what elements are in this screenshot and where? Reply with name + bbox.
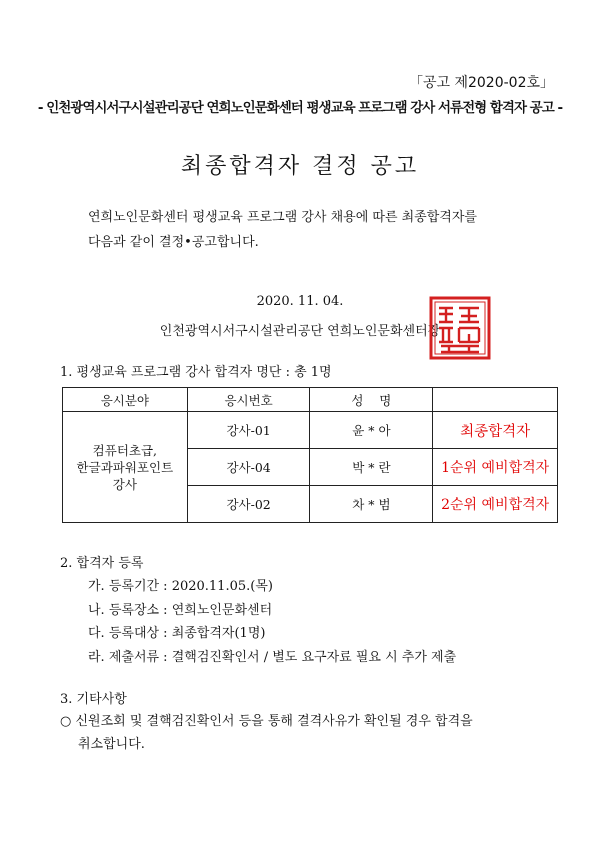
column-header-name: 성 명 — [310, 388, 433, 412]
notice-number: 「공고 제2020-02호」 — [408, 75, 554, 91]
page-title: 최종합격자 결정 공고 — [180, 154, 420, 179]
intro-line-2: 다음과 같이 결정•공고합니다. — [88, 235, 259, 250]
field-line-1: 컴퓨터초급, — [92, 442, 158, 458]
column-header-number: 응시번호 — [187, 388, 310, 412]
registration-list — [88, 575, 456, 669]
field-line-3: 강사 — [112, 476, 137, 492]
subtitle: - 인천광역시서구시설관리공단 연희노인문화센터 평생교육 프로그램 강사 서류전형 합격자 공고 - — [37, 100, 563, 116]
applicant-result-table — [62, 387, 558, 523]
applicant-number: 강사-01 — [187, 412, 310, 449]
issuer-org: 인천광역시서구시설관리공단 연희노인문화센터장 — [159, 324, 441, 339]
application-field-cell — [63, 412, 188, 523]
table-row — [63, 412, 558, 449]
section-3-title: 3. 기타사항 — [60, 692, 127, 707]
applicant-number: 강사-02 — [187, 486, 310, 523]
field-line-2: 한글과파워포인트 — [76, 459, 174, 475]
applicant-name: 윤 * 아 — [310, 412, 433, 449]
list-item: 나. 등록장소 : 연희노인문화센터 — [88, 602, 273, 618]
applicant-name: 차 * 범 — [310, 486, 433, 523]
issue-date: 2020. 11. 04. — [256, 294, 344, 309]
section-1-title: 1. 평생교육 프로그램 강사 합격자 명단 : 총 1명 — [60, 365, 332, 380]
list-item: 라. 제출서류 : 결핵검진확인서 / 별도 요구자료 필요 시 추가 제출 — [88, 649, 457, 665]
column-header-status — [433, 388, 558, 412]
applicant-name: 박 * 란 — [310, 449, 433, 486]
notes-line-1: ○ 신원조회 및 결핵검진확인서 등을 통해 결격사유가 확인될 경우 합격을 — [60, 714, 473, 729]
official-seal-icon — [429, 296, 491, 360]
intro-line-1: 연희노인문화센터 평생교육 프로그램 강사 채용에 따른 최종합격자를 — [88, 210, 477, 225]
list-item: 가. 등록기간 : 2020.11.05.(목) — [88, 579, 273, 594]
other-notes — [60, 710, 550, 756]
intro-paragraph — [88, 205, 548, 255]
list-item: 다. 등록대상 : 최종합격자(1명) — [88, 626, 266, 641]
result-status: 1순위 예비합격자 — [433, 449, 558, 486]
column-header-field: 응시분야 — [63, 388, 188, 412]
applicant-number: 강사-04 — [187, 449, 310, 486]
result-status: 최종합격자 — [433, 412, 558, 449]
notes-line-2: 취소합니다. — [78, 737, 145, 752]
table-header-row — [63, 388, 558, 412]
section-2-title: 2. 합격자 등록 — [60, 556, 144, 571]
result-status: 2순위 예비합격자 — [433, 486, 558, 523]
